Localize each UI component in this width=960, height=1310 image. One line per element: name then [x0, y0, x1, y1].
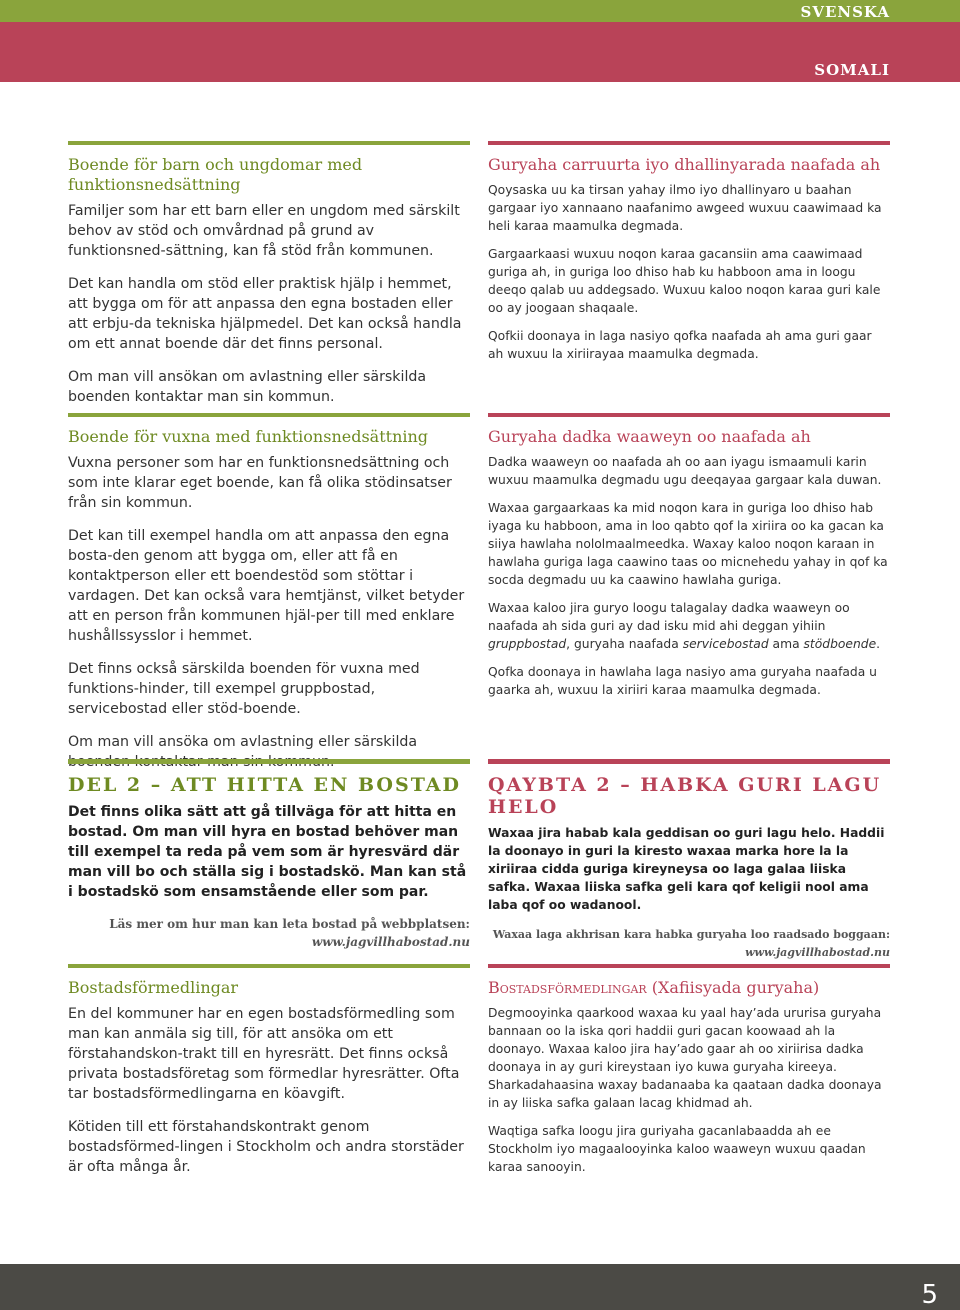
section-heading: Boende för barn och ungdomar med funktionsnedsättning [68, 155, 363, 194]
section-divider [488, 141, 890, 145]
section-housing-agencies-so [488, 964, 890, 1186]
section-heading: Guryaha dadka waaweyn oo naafada ah [488, 427, 811, 446]
read-more-text: Läs mer om hur man kan leta bostad på webbplatsen: [109, 917, 470, 931]
paragraph: Det finns också särskilda boenden för vuxna med funktions-hinder, till exempel gruppbostad, servicebostad eller stöd-boende. [68, 661, 420, 717]
section-divider [488, 759, 890, 764]
section-adult-housing-so [488, 413, 890, 709]
section-divider [68, 141, 470, 145]
paragraph: Qoysaska uu ka tirsan yahay ilmo iyo dhallinyaro u baahan gargaar iyo xannaano naafanimo awgeed wuxuu caawimaad ka heli karaa maamulka degmada. [488, 183, 882, 233]
section-children-housing-sv [68, 141, 470, 420]
part-heading: DEL 2 – ATT HITTA EN BOSTAD [68, 774, 462, 796]
part-heading: QAYBTA 2 – HABKA GURI LAGU HELO [488, 774, 882, 818]
language-label-somali: SOMALI [814, 61, 890, 79]
heading-swedish-term: Bostadsförmedlingar [488, 978, 647, 997]
paragraph: Degmooyinka qaarkood waxaa ku yaal hay’ada ururisa guryaha bannaan oo la iska qori haddii guri gacan koowaad ah la doonayo. Waxaa kaloo jira hay’ado gaar ah oo xiriirisa dadka doonaya in ay guri kireystaan iyo kuwa guryaha kireeya. Sharkadahaasina waxay badanaaba ka qaataan dadka doonaya in ay liiska safka galaan lacag khidmad ah. [488, 1006, 882, 1110]
paragraph: En del kommuner har en egen bostadsförmedling som man kan anmäla sig till, för att ansöka om ett förstahandskon-trakt till en hyresrätt. Det finns också privata bostadsföretag som förmedlar hyresrätter. Ofta tar bostadsförmedlingarna en köavgift. [68, 1006, 460, 1102]
paragraph: Vuxna personer som har en funktionsnedsättning och som inte klarar eget boende, kan få olika stödinsatser från sin kommun. [68, 455, 452, 511]
heading-translation: (Xafiisyada guryaha) [646, 978, 820, 997]
paragraph: Qofka doonaya in hawlaha laga nasiyo ama guryaha naafada u gaarka ah, wuxuu la xiriiri karaa maamulka degmada. [488, 665, 877, 697]
website-link[interactable]: www.jagvillhabostad.nu [311, 935, 470, 949]
lead-paragraph: Waxaa jira habab kala geddisan oo guri lagu helo. Haddii la doonayo in guri la kiresto waxaa marka hore la la xiriiraa cidda guriga kireyneysa oo laga galaa liiska safka. Waxaa liiska safka geli kara qof keligii nool ama laba qof oo wadanool. [488, 826, 885, 912]
section-divider [68, 964, 470, 968]
paragraph: Det kan till exempel handla om att anpassa den egna bosta-den genom att bygga om, eller att få en kontaktperson eller ett boendestöd som stöttar i vardagen. Det kan också vara hemtjänst, vilket betyder att en person från kommunen hjäl-per till med enklare hushållssysslor i hemmet. [68, 528, 465, 644]
section-divider [68, 759, 470, 764]
read-more [68, 915, 470, 951]
section-heading [488, 978, 890, 998]
section-heading: Bostadsförmedlingar [68, 978, 239, 997]
paragraph [488, 599, 890, 653]
section-children-housing-so [488, 141, 890, 373]
term-gruppbostad: gruppbostad [488, 637, 567, 651]
paragraph: Waqtiga safka loogu jira guriyaha gacanlabaadda ah ee Stockholm iyo magaalooyinka kaloo waaweyn wuxuu qaadan karaa sanooyin. [488, 1124, 866, 1174]
paragraph: Om man vill ansöka om avlastning eller särskilda [68, 734, 418, 750]
paragraph: Om man vill ansökan om avlastning eller särskilda boenden kontaktar man sin kommun. [68, 369, 427, 405]
paragraph: Gargaarkaasi wuxuu noqon karaa gacansiin ama caawimaad guriga ah, in guriga loo dhiso hab ku habboon ama in loogu deeqo qalab uu addegsado. Wuxuu kaloo noqon karaa guri kale oo ay joogaan shaqaale. [488, 247, 881, 315]
paragraph: Familjer som har ett barn eller en ungdom med särskilt behov av stöd och omvårdnad på grund av funktionsned-sättning, kan få stöd från kommunen. [68, 203, 460, 259]
section-part2-sv [68, 759, 470, 951]
read-more-text: Waxaa laga akhrisan kara habka guryaha loo raadsado boggaan: [492, 928, 890, 941]
text-run: , guryaha naafada [566, 637, 683, 651]
section-divider [488, 964, 890, 968]
paragraph: Det kan handla om stöd eller praktisk hjälp i hemmet, att bygga om för att anpassa den egna bostaden eller att erbju-da tekniska hjälpmedel. Det kan också handla om ett annat boende där det finns personal. [68, 276, 462, 352]
paragraph: Waxaa gargaarkaas ka mid noqon kara in guriga loo dhiso hab iyaga ku habboon, ama in loo qabto qof la xiriira oo ka gacan ka siiya hawlaha nololmaalmeedka. Waxay kaloo noqon karaan in hawlaha guriga laga caawino taas oo micnehedu yahay in qof ka socda degmadu uu ka caawino hawlaha guriga. [488, 501, 888, 587]
website-link[interactable]: www.jagvillhabostad.nu [745, 946, 890, 959]
section-part2-so [488, 759, 890, 962]
paragraph: Kötiden till ett förstahandskontrakt genom bostadsförmed-lingen i Stockholm och andra storstäder är ofta många år. [68, 1119, 464, 1175]
page-number: 5 [921, 1280, 938, 1310]
read-more [488, 926, 890, 962]
section-housing-agencies-sv [68, 964, 470, 1190]
text-run: Waxaa kaloo jira guryo loogu talagalay dadka waaweyn oo naafada ah sida guri ay dad isku mid ahi deggan yihiin [488, 601, 850, 633]
footer-band [0, 1264, 960, 1310]
section-adult-housing-sv [68, 413, 470, 785]
term-servicebostad: servicebostad [682, 637, 769, 651]
text-run: . [876, 637, 881, 651]
term-stodboende: stödboende [803, 637, 877, 651]
section-divider [488, 413, 890, 417]
paragraph: Dadka waaweyn oo naafada ah oo aan iyagu ismaamuli karin wuxuu maamulka degmadu ugu deeqayaa gargaar kala duwan. [488, 455, 882, 487]
section-divider [68, 413, 470, 417]
section-heading: Guryaha carruurta iyo dhallinyarada naafada ah [488, 155, 881, 174]
paragraph: Qofkii doonaya in laga nasiyo qofka naafada ah ama guri gaar ah wuxuu la xiriirayaa maamulka degmada. [488, 329, 872, 361]
section-heading: Boende för vuxna med funktionsnedsättning [68, 427, 429, 446]
lead-paragraph: Det finns olika sätt att gå tillväga för att hitta en bostad. Om man vill hyra en bostad behöver man till exempel ta reda på vem som är hyresvärd där man vill bo och ställa sig i bostadskö. Man kan stå i bostadskö som ensamstående eller som par. [68, 804, 467, 900]
language-label-swedish: SVENSKA [800, 3, 890, 21]
text-run: ama [768, 637, 804, 651]
